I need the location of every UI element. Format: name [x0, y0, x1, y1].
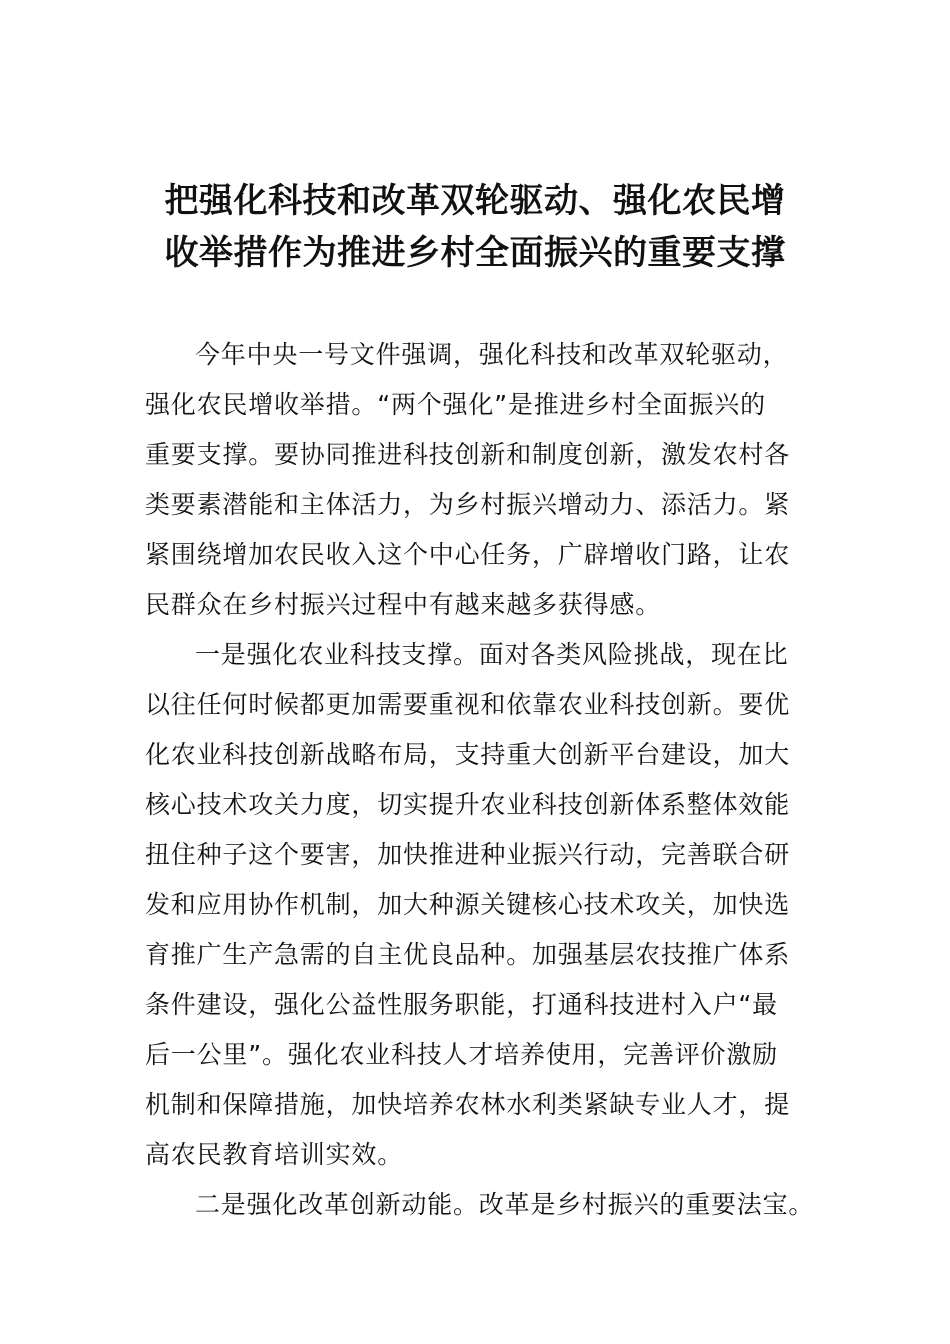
paragraph-tech-support	[145, 630, 825, 1180]
paragraph-line: 发和应用协作机制，加大种源关键核心技术攻关，加快选	[145, 890, 791, 919]
paragraph-line: 机制和保障措施，加快培养农林水利类紧缺专业人才，提	[145, 1090, 791, 1119]
paragraph-line: 民群众在乡村振兴过程中有越来越多获得感。	[145, 590, 662, 619]
paragraph-line: 今年中央一号文件强调，强化科技和改革双轮驱动，	[195, 340, 789, 369]
paragraph-line: 条件建设，强化公益性服务职能，打通科技进村入户“最	[145, 990, 778, 1019]
paragraph-line: 类要素潜能和主体活力，为乡村振兴增动力、添活力。紧	[145, 490, 791, 519]
paragraph-line: 育推广生产急需的自主优良品种。加强基层农技推广体系	[145, 940, 791, 969]
title-line: 把强化科技和改革双轮驱动、强化农民增	[164, 181, 786, 221]
paragraph-line: 扭住种子这个要害，加快推进种业振兴行动，完善联合研	[145, 840, 791, 869]
paragraph-line: 强化农民增收举措。“两个强化”是推进乡村全面振兴的	[145, 390, 766, 419]
paragraph-line: 核心技术攻关力度，切实提升农业科技创新体系整体效能	[145, 790, 791, 819]
title-line: 收举措作为推进乡村全面振兴的重要支撑	[164, 233, 786, 273]
document-body	[145, 330, 825, 1230]
paragraph-line: 化农业科技创新战略布局，支持重大创新平台建设，加大	[145, 740, 791, 769]
paragraph-reform	[145, 1180, 825, 1230]
paragraph-line: 后一公里”。强化农业科技人才培养使用，完善评价激励	[145, 1040, 778, 1069]
paragraph-line: 紧围绕增加农民收入这个中心任务，广辟增收门路，让农	[145, 540, 791, 569]
paragraph-line: 高农民教育培训实效。	[145, 1140, 404, 1169]
paragraph-line: 以往任何时候都更加需要重视和依靠农业科技创新。要优	[145, 690, 791, 719]
paragraph-line: 一是强化农业科技支撑。面对各类风险挑战，现在比	[195, 640, 789, 669]
paragraph-line: 二是强化改革创新动能。改革是乡村振兴的重要法宝。	[195, 1190, 815, 1219]
document-title	[0, 175, 950, 279]
paragraph-intro	[145, 330, 825, 630]
paragraph-line: 重要支撑。要协同推进科技创新和制度创新，激发农村各	[145, 440, 791, 469]
